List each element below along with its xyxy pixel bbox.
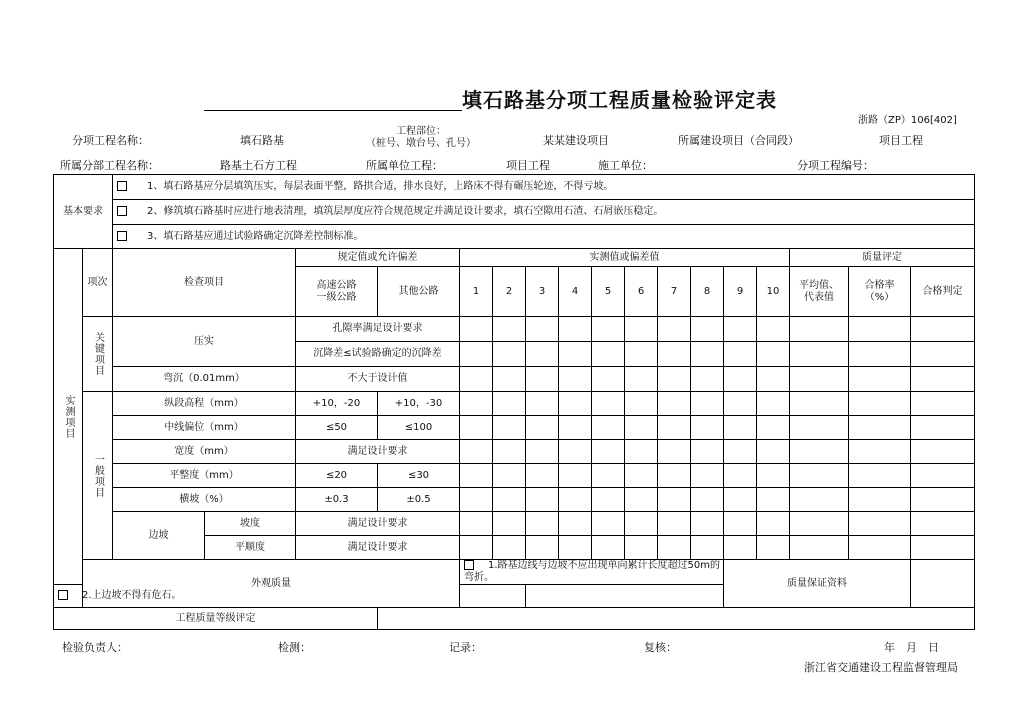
value-cell[interactable] [625,488,658,512]
checkbox[interactable] [58,590,68,600]
value-cell[interactable] [526,342,559,367]
construction-value: 项目工程 [879,134,923,147]
value-cell[interactable] [460,440,493,464]
quality-docs-value[interactable] [911,560,975,608]
value-cell[interactable] [460,342,493,367]
division-value: 路基土石方工程 [220,159,297,172]
number-label: 分项工程编号： [797,159,874,172]
basic-requirements-label: 基本要求 [54,175,113,249]
allowed-deviation-header: 规定值或允许偏差 [296,249,460,267]
value-cell[interactable] [625,512,658,536]
col-6-header: 6 [625,267,658,317]
col-8-header: 8 [691,267,724,317]
value-cell[interactable] [911,416,975,440]
value-cell[interactable] [625,536,658,560]
value-cell[interactable] [460,536,493,560]
value-cell[interactable] [592,416,625,440]
value-cell[interactable] [911,392,975,416]
value-cell[interactable] [658,464,691,488]
value-cell[interactable] [911,488,975,512]
value-cell[interactable] [849,536,911,560]
value-cell[interactable] [757,464,790,488]
pass-rate-header: 合格率 （%） [849,267,911,317]
value-cell[interactable] [592,536,625,560]
average-header: 平均值、 代表值 [790,267,849,317]
project-value: 某某建设项目 [543,134,609,147]
col-3-header: 3 [526,267,559,317]
value-cell[interactable] [911,464,975,488]
value-cell[interactable] [625,367,658,392]
measured-items-label: 实测项目 [54,249,83,585]
value-cell[interactable] [625,392,658,416]
value-cell[interactable] [911,536,975,560]
value-cell[interactable] [559,440,592,464]
page-title: 填石路基分项工程质量检验评定表 [462,88,777,112]
value-cell[interactable] [493,440,526,464]
organization-label: 浙江省交通建设工程监督管理局 [804,661,958,674]
value-cell[interactable] [849,342,911,367]
value-cell[interactable] [757,342,790,367]
basic-requirement-3: 3、填石路基应通过试验路确定沉降差控制标准。 [113,225,975,249]
slope-smooth-label: 平顺度 [205,536,296,560]
grade-value[interactable] [378,608,975,630]
compaction-settlement: 沉降差≤试验路确定的沉降差 [296,342,460,367]
value-cell[interactable] [757,367,790,392]
col-10-header: 10 [757,267,790,317]
value-cell[interactable] [691,440,724,464]
appearance-item-1: 1.路基边线与边坡不应出现单向累计长度超过50m的弯折。 [460,560,724,585]
value-cell[interactable] [757,317,790,342]
value-cell[interactable] [911,342,975,367]
slope-label: 边坡 [113,512,205,560]
value-cell[interactable] [849,440,911,464]
value-cell[interactable] [526,512,559,536]
value-cell[interactable] [460,416,493,440]
division-label: 所属分部工程名称： [60,159,159,172]
value-cell[interactable] [849,392,911,416]
centerline-other: ≤100 [378,416,460,440]
crossfall-highway: ±0.3 [296,488,378,512]
value-cell[interactable] [724,416,757,440]
value-cell[interactable] [911,367,975,392]
deflection-label: 弯沉（0.01mm） [113,367,296,392]
value-cell[interactable] [691,464,724,488]
value-cell[interactable] [849,317,911,342]
appearance-item-2: 2.上边坡不得有危石。 [54,585,526,608]
value-cell[interactable] [849,488,911,512]
value-cell[interactable] [559,317,592,342]
value-cell[interactable] [493,488,526,512]
value-cell[interactable] [460,317,493,342]
measured-values-header: 实测值或偏差值 [460,249,790,267]
value-cell[interactable] [724,464,757,488]
value-cell[interactable] [592,512,625,536]
slope-grade-value: 满足设计要求 [296,512,460,536]
value-cell[interactable] [757,392,790,416]
flatness-other: ≤30 [378,464,460,488]
col-7-header: 7 [658,267,691,317]
value-cell[interactable] [911,317,975,342]
col-1-header: 1 [460,267,493,317]
value-cell[interactable] [559,367,592,392]
crossfall-other: ±0.5 [378,488,460,512]
col-2-header: 2 [493,267,526,317]
subitem-label: 分项工程名称： [72,134,149,147]
value-cell[interactable] [658,512,691,536]
quality-eval-header: 质量评定 [790,249,975,267]
subitem-value: 填石路基 [240,134,284,147]
value-cell[interactable] [658,392,691,416]
value-cell[interactable] [526,464,559,488]
basic-requirement-1: 1、填石路基应分层填筑压实，每层表面平整，路拱合适，排水良好，上路床不得有碾压轮迹，不得亏坡。 [113,175,975,200]
value-cell[interactable] [691,488,724,512]
checkbox[interactable] [464,560,474,570]
value-cell[interactable] [757,512,790,536]
width-label: 宽度（mm） [113,440,296,464]
highway-header: 高速公路 一级公路 [296,267,378,317]
value-cell[interactable] [691,416,724,440]
unit-label: 所属单位工程： [366,159,443,172]
checkbox[interactable] [117,181,127,191]
value-cell[interactable] [526,367,559,392]
value-cell[interactable] [592,392,625,416]
value-cell[interactable] [493,367,526,392]
flatness-label: 平整度（mm） [113,464,296,488]
value-cell[interactable] [658,488,691,512]
value-cell[interactable] [724,342,757,367]
value-cell[interactable] [592,464,625,488]
value-cell[interactable] [790,342,849,367]
value-cell[interactable] [658,342,691,367]
checkbox[interactable] [117,206,127,216]
value-cell[interactable] [493,512,526,536]
value-cell[interactable] [625,440,658,464]
value-cell[interactable] [790,416,849,440]
value-cell[interactable] [849,464,911,488]
value-cell[interactable] [790,536,849,560]
basic-requirement-2: 2、修筑填石路基时应进行地表清理，填筑层厚度应符合规范规定并满足设计要求，填石空隙用石渣、石屑嵌压稳定。 [113,200,975,225]
value-cell[interactable] [625,464,658,488]
value-cell[interactable] [724,512,757,536]
title-underline [204,110,462,111]
part-label: 工程部位： [396,126,446,137]
value-cell[interactable] [460,392,493,416]
compaction-label: 压实 [113,317,296,367]
recorder-label: 记录： [449,641,482,654]
value-cell[interactable] [460,488,493,512]
key-items-label: 关键项目 [83,317,113,392]
reviewer-label: 复核： [644,641,677,654]
part-sub-label: （桩号、墩台号、孔号） [366,138,476,149]
centerline-highway: ≤50 [296,416,378,440]
value-cell[interactable] [790,512,849,536]
value-cell[interactable] [592,488,625,512]
value-cell[interactable] [526,392,559,416]
value-cell[interactable] [790,488,849,512]
value-cell[interactable] [724,440,757,464]
slope-smooth-value: 满足设计要求 [296,536,460,560]
value-cell[interactable] [559,392,592,416]
value-cell[interactable] [559,536,592,560]
value-cell[interactable] [849,512,911,536]
value-cell[interactable] [724,392,757,416]
slope-grade-label: 坡度 [205,512,296,536]
check-item-header: 检查项目 [113,249,296,317]
date-label: 年 月 日 [884,641,939,654]
crossfall-label: 横坡（%） [113,488,296,512]
value-cell[interactable] [559,342,592,367]
value-cell[interactable] [724,536,757,560]
value-cell[interactable] [592,342,625,367]
checkbox[interactable] [117,231,127,241]
construction-label: 所属建设项目（合同段） [678,134,799,147]
elevation-other: +10，-30 [378,392,460,416]
pass-judge-header: 合格判定 [911,267,975,317]
value-cell[interactable] [849,416,911,440]
value-cell[interactable] [592,440,625,464]
value-cell[interactable] [757,440,790,464]
col-4-header: 4 [559,267,592,317]
value-cell[interactable] [790,392,849,416]
value-cell[interactable] [658,317,691,342]
width-value: 满足设计要求 [296,440,460,464]
value-cell[interactable] [691,392,724,416]
value-cell[interactable] [790,464,849,488]
value-cell[interactable] [658,367,691,392]
inspector-label: 检验负责人： [62,641,128,654]
contractor-label: 施工单位： [598,159,653,172]
value-cell[interactable] [493,416,526,440]
value-cell[interactable] [526,317,559,342]
value-cell[interactable] [625,317,658,342]
value-cell[interactable] [460,512,493,536]
value-cell[interactable] [493,342,526,367]
form-code: 浙路（ZP）106[402] [858,115,957,126]
value-cell[interactable] [757,416,790,440]
item-no-header: 项次 [83,249,113,317]
value-cell[interactable] [757,536,790,560]
value-cell[interactable] [493,392,526,416]
value-cell[interactable] [460,367,493,392]
flatness-highway: ≤20 [296,464,378,488]
value-cell[interactable] [911,440,975,464]
general-items-label: 一般项目 [83,392,113,560]
value-cell[interactable] [526,536,559,560]
value-cell[interactable] [724,367,757,392]
tester-label: 检测： [278,641,311,654]
value-cell[interactable] [849,367,911,392]
value-cell[interactable] [493,464,526,488]
value-cell[interactable] [493,536,526,560]
appearance-label: 外观质量 [83,560,460,608]
value-cell[interactable] [658,416,691,440]
value-cell[interactable] [592,367,625,392]
unit-value: 项目工程 [506,159,550,172]
compaction-porosity: 孔隙率满足设计要求 [296,317,460,342]
elevation-label: 纵段高程（mm） [113,392,296,416]
value-cell[interactable] [493,317,526,342]
value-cell[interactable] [724,317,757,342]
other-road-header: 其他公路 [378,267,460,317]
col-5-header: 5 [592,267,625,317]
grade-label: 工程质量等级评定 [54,608,378,630]
centerline-label: 中线偏位（mm） [113,416,296,440]
quality-docs-label: 质量保证资料 [724,560,911,608]
value-cell[interactable] [790,317,849,342]
value-cell[interactable] [559,464,592,488]
value-cell[interactable] [658,536,691,560]
deflection-value: 不大于设计值 [296,367,460,392]
value-cell[interactable] [559,512,592,536]
value-cell[interactable] [911,512,975,536]
value-cell[interactable] [625,416,658,440]
value-cell[interactable] [724,488,757,512]
part-label-block [362,126,480,150]
value-cell[interactable] [790,367,849,392]
inspection-table [53,174,975,630]
value-cell[interactable] [691,536,724,560]
col-9-header: 9 [724,267,757,317]
value-cell[interactable] [658,440,691,464]
value-cell[interactable] [790,440,849,464]
value-cell[interactable] [691,317,724,342]
value-cell[interactable] [625,342,658,367]
value-cell[interactable] [559,416,592,440]
value-cell[interactable] [691,342,724,367]
value-cell[interactable] [559,488,592,512]
value-cell[interactable] [526,440,559,464]
value-cell[interactable] [592,317,625,342]
value-cell[interactable] [526,416,559,440]
value-cell[interactable] [757,488,790,512]
value-cell[interactable] [460,464,493,488]
elevation-highway: +10，-20 [296,392,378,416]
value-cell[interactable] [526,488,559,512]
value-cell[interactable] [691,367,724,392]
value-cell[interactable] [691,512,724,536]
